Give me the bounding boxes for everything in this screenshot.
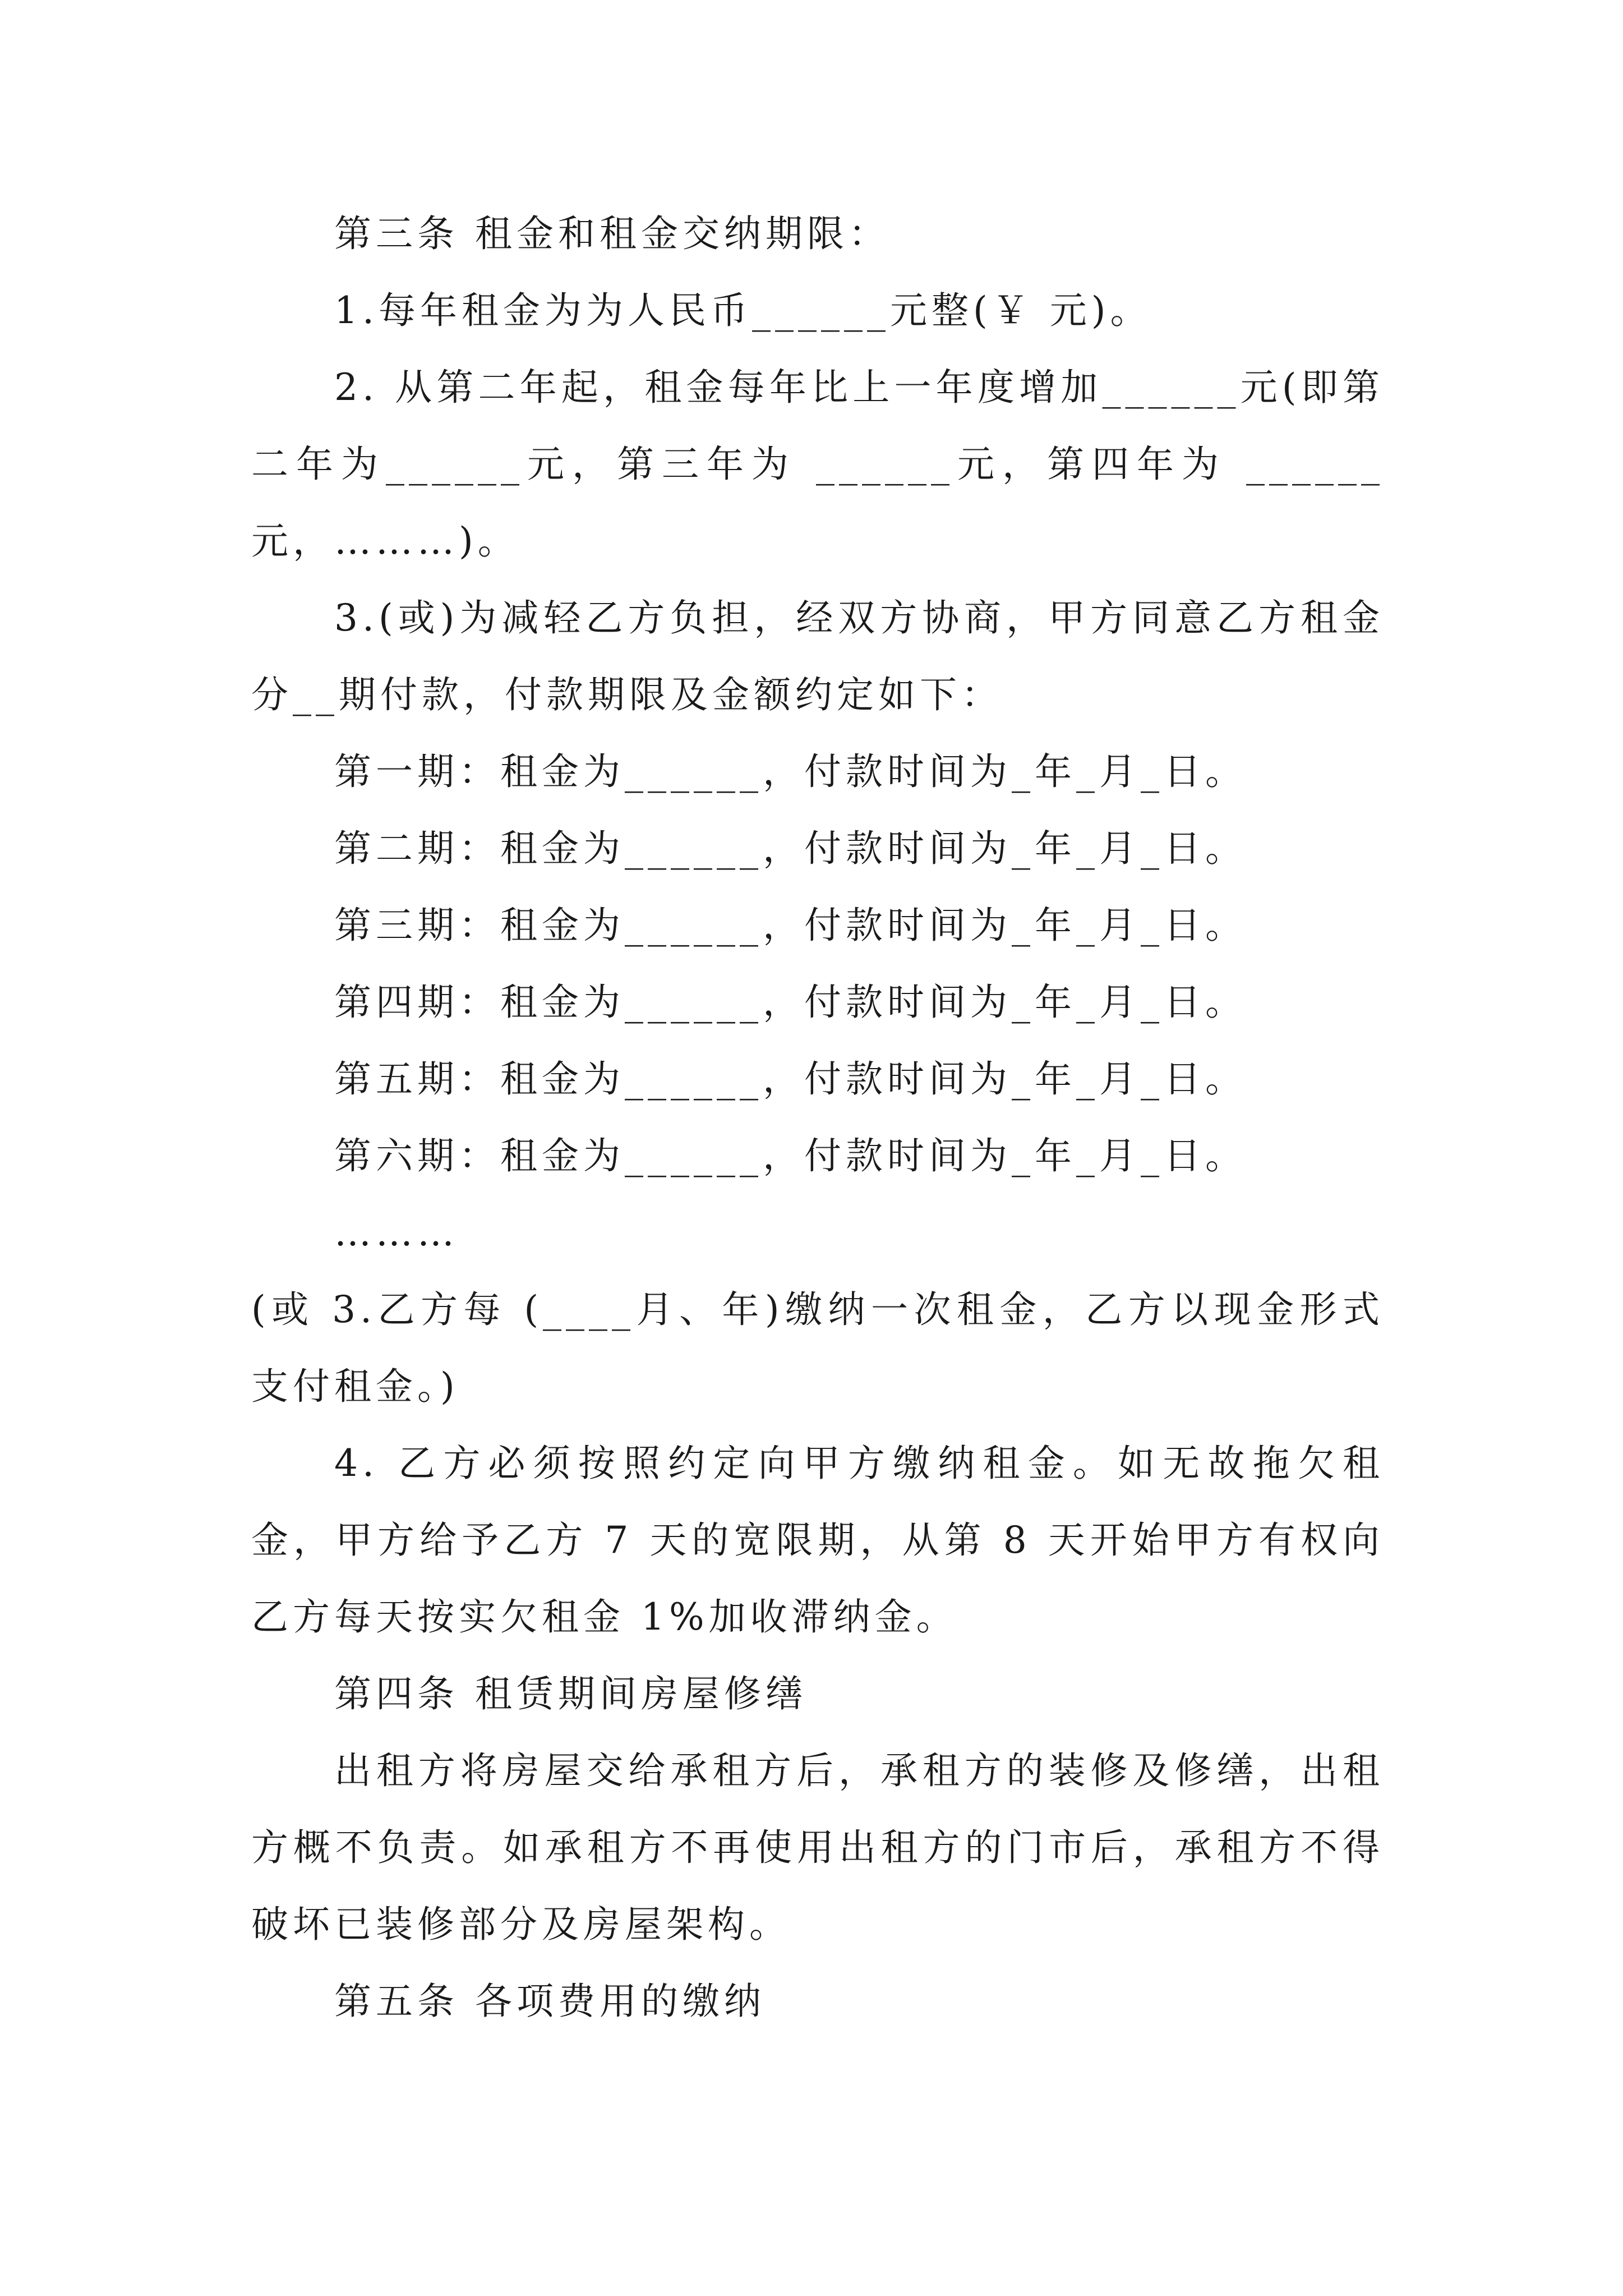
clause-3-installments: 3.(或)为减轻乙方负担，经双方协商，甲方同意乙方租金分__期付款，付款期限及金额约定如下： <box>251 596 1384 716</box>
installment-period-3: 第三期：租金为______，付款时间为_年_月_日。 <box>334 904 1247 947</box>
clause-4-late-payment: 4. 乙方必须按照约定向甲方缴纳租金。如无故拖欠租金，甲方给予乙方 7 天的宽限期，从第 8 天开始甲方有权向乙方每天按实欠租金 1%加收滞纳金。 <box>251 1442 1384 1639</box>
article-3-heading: 第三条 租金和租金交纳期限： <box>334 212 890 255</box>
installment-period-1: 第一期：租金为______，付款时间为_年_月_日。 <box>334 750 1247 793</box>
clause-3-alternative: (或 3.乙方每 (____月、年)缴纳一次租金，乙方以现金形式支付租金。) <box>251 1288 1384 1408</box>
clause-1-annual-rent: 1.每年租金为为人民币______元整(￥ 元)。 <box>334 289 1152 332</box>
document-page <box>251 195 1384 2040</box>
article-5-heading: 第五条 各项费用的缴纳 <box>334 1980 766 2023</box>
article-4-body: 出租方将房屋交给承租方后，承租方的装修及修缮，出租方概不负责。如承租方不再使用出租方的门市后，承租方不得破坏已装修部分及房屋架构。 <box>251 1749 1384 1946</box>
installment-period-6: 第六期：租金为______，付款时间为_年_月_日。 <box>334 1134 1247 1177</box>
installment-period-5: 第五期：租金为______，付款时间为_年_月_日。 <box>334 1057 1247 1101</box>
installment-period-4: 第四期：租金为______，付款时间为_年_月_日。 <box>334 981 1247 1024</box>
clause-2-annual-increase: 2. 从第二年起，租金每年比上一年度增加______元(即第二年为______元，第三年为 ______元，第四年为 ______元，………)。 <box>251 366 1384 563</box>
article-4-heading: 第四条 租赁期间房屋修缮 <box>334 1672 807 1715</box>
installment-ellipsis: ……… <box>334 1211 459 1254</box>
installment-period-2: 第二期：租金为______，付款时间为_年_月_日。 <box>334 827 1247 870</box>
